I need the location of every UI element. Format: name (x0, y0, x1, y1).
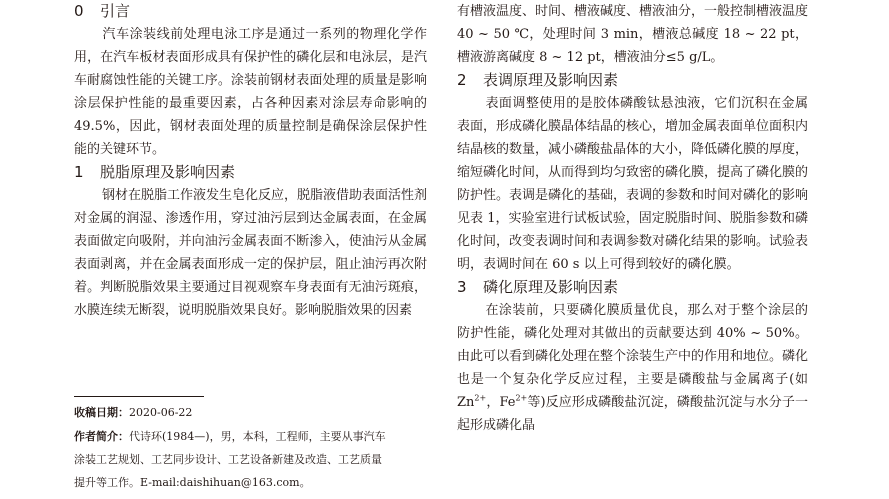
section-number: 3 (457, 278, 467, 296)
paragraph-surface-conditioning (457, 92, 808, 276)
paragraph-text: 表面调整使用的是胶体磷酸钛悬浊液，它们沉积在金属表面，形成磷化膜晶体结晶的核心，增加金属表面单位面积内结晶核的数量，减小磷酸盐晶体的大小，降低磷化膜的厚度，缩短磷化时间，从而得到均匀致密的磷化膜，提高了磷化膜的防护性。表调是磷化的基础，表调的参数和时间对磷化的影响见表 1，实验室进行试板试验，固定脱脂时间、脱脂参数和磷化时间，改变表调时间和表调参数对磷化结果的影响。试验表明，表调时间在 60 s 以上可得到较好的磷化膜。 (457, 96, 809, 272)
section-title: 引言 (100, 2, 131, 20)
paragraph-intro (74, 23, 427, 161)
section-number: 2 (457, 71, 467, 89)
footnote-author-line-3: 提升等工作。E-mail:daishihuan@163.com。 (74, 476, 311, 489)
received-date: 2020-06-22 (129, 406, 193, 419)
section-title: 表调原理及影响因素 (483, 71, 619, 89)
footnote-author-line-1 (74, 426, 427, 448)
paragraph-phosphating (457, 299, 808, 437)
section-title: 磷化原理及影响因素 (483, 278, 619, 296)
paragraph-text: 等)反应形成磷酸盐沉淀，磷酸盐沉淀与水分子一起形成磷化晶 (457, 395, 808, 433)
footnote-divider (74, 396, 204, 397)
right-column (457, 0, 808, 437)
author-label: 作者简介： (74, 430, 129, 443)
paragraph-text: ，Fe (486, 395, 516, 410)
section-number: 1 (74, 163, 84, 181)
left-column (74, 0, 427, 322)
section-heading-3 (457, 276, 808, 299)
section-title: 脱脂原理及影响因素 (100, 163, 236, 181)
paragraph-degreasing (74, 184, 427, 322)
paragraph-text: 汽车涂装线前处理电泳工序是通过一系列的物理化学作用，在汽车板材表面形成具有保护性的磷化层和电泳层，是汽车耐腐蚀性能的关键工序。涂装前钢材表面处理的质量是影响涂层保护性能的最重要因素，占各种因素对涂层寿命影响的 49.5%，因此，钢材表面处理的质量控制是确保涂层保护性能的关键环节。 (74, 27, 427, 157)
author-bio: 代诗环(1984—)，男，本科，工程师，主要从事汽车 (129, 430, 386, 443)
received-label: 收稿日期： (74, 406, 129, 419)
section-heading-1 (74, 161, 427, 184)
ion-charge: 2+ (474, 393, 487, 403)
paragraph-text: 在涂装前，只要磷化膜质量优良，那么对于整个涂层的防护性能，磷化处理对其做出的贡献要达到 40% ~ 50%。由此可以看到磷化处理在整个涂装生产中的作用和地位。磷化也是一个复杂化学反应过程，主要是磷酸盐与金属离子(如 Zn (457, 303, 809, 410)
section-heading-2 (457, 69, 808, 92)
ion-charge: 2+ (515, 393, 528, 403)
paragraph-text: 钢材在脱脂工作液发生皂化反应，脱脂液借助表面活性剂对金属的润湿、渗透作用，穿过油污层到达金属表面，在金属表面做定向吸附，并向油污金属表面不断渗入，使油污从金属表面剥离，并在金属表面形成一定的保护层，阻止油污再次附着。判断脱脂效果主要通过目视观察车身表面有无油污斑痕，水膜连续无断裂，说明脱脂效果良好。影响脱脂效果的因素 (74, 188, 428, 318)
section-heading-intro (74, 0, 427, 23)
footnote-received (74, 402, 427, 424)
footnote-author-line-2: 涂装工艺规划、工艺同步设计、工艺设备新建及改造、工艺质量 (74, 453, 382, 466)
section-number: 0 (74, 2, 84, 20)
paragraph-degreasing-continued: 有槽液温度、时间、槽液碱度、槽液油分，一般控制槽液温度 40 ~ 50 ℃，处理时间 3 min，槽液总碱度 18 ~ 22 pt，槽液游离碱度 8 ~ 12 pt，槽液油分≤5 g/L。 (457, 4, 809, 65)
